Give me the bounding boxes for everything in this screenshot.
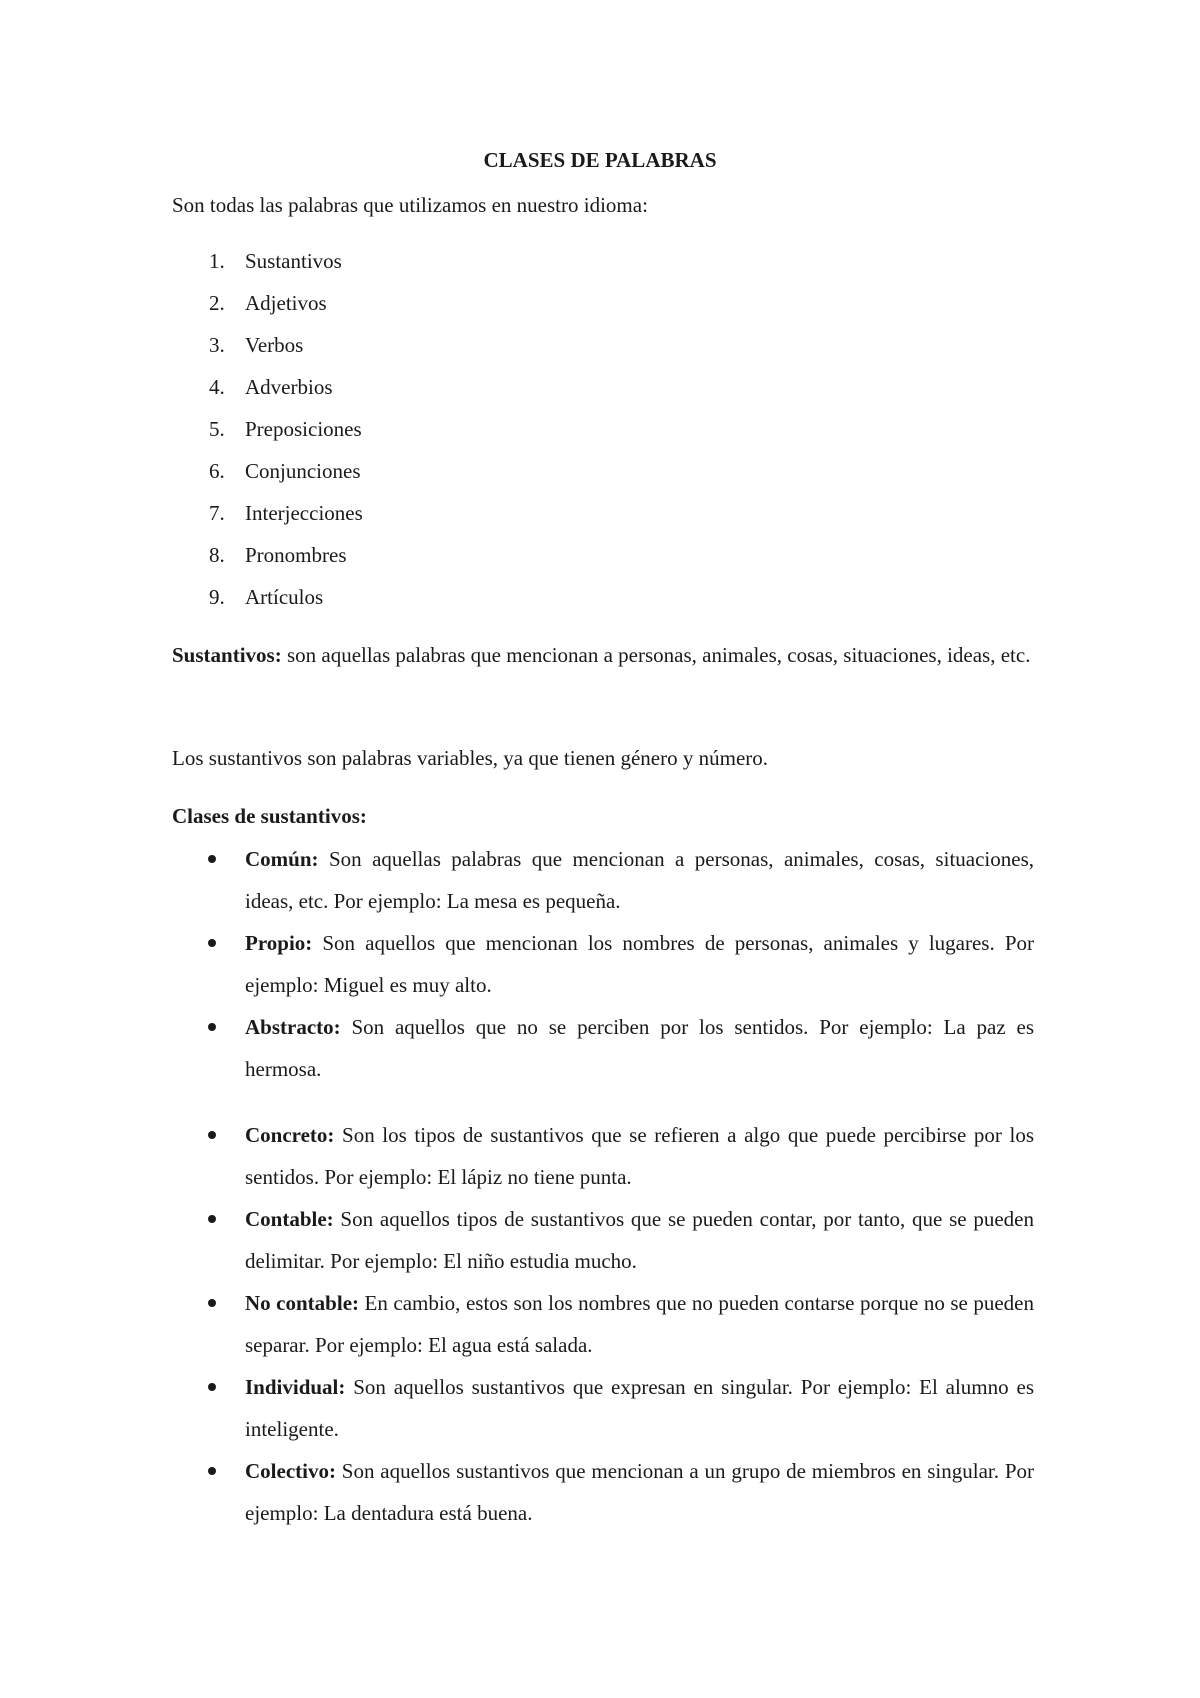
list-item xyxy=(172,1366,1034,1450)
list-item xyxy=(172,1006,1034,1090)
bullet-icon xyxy=(208,1131,216,1139)
item-term: Común: xyxy=(245,847,319,871)
bullet-icon xyxy=(208,1383,216,1391)
list-item-label: Artículos xyxy=(245,585,324,609)
list-item-label: Verbos xyxy=(245,333,304,357)
page-title: CLASES DE PALABRAS xyxy=(483,148,717,172)
item-text: Son aquellos que no se perciben por los sentidos. Por ejemplo: La paz es hermosa. xyxy=(245,1015,1034,1081)
item-term: Individual: xyxy=(245,1375,346,1399)
section-heading-text: Clases de sustantivos: xyxy=(172,804,367,828)
item-text: Son aquellos sustantivos que expresan en singular. Por ejemplo: El alumno es inteligente. xyxy=(245,1375,1034,1441)
bullet-icon xyxy=(208,939,216,947)
intro-paragraph: Son todas las palabras que utilizamos en nuestro idioma: xyxy=(172,193,648,217)
sustantivos-variables-paragraph: Los sustantivos son palabras variables, ya que tienen género y número. xyxy=(172,746,769,770)
bullet-icon xyxy=(208,1299,216,1307)
list-item xyxy=(172,366,363,408)
list-item xyxy=(172,240,363,282)
list-item-label: Preposiciones xyxy=(245,417,362,441)
item-text: Son aquellos sustantivos que mencionan a un grupo de miembros en singular. Por ejemplo: La dentadura está buena. xyxy=(245,1459,1034,1525)
list-item xyxy=(172,922,1034,1006)
bullet-icon xyxy=(208,1215,216,1223)
list-number: 7. xyxy=(209,501,225,525)
list-item xyxy=(172,1450,1034,1534)
list-item xyxy=(172,838,1034,922)
item-text: Son aquellos que mencionan los nombres de personas, animales y lugares. Por ejemplo: Miguel es muy alto. xyxy=(245,931,1034,997)
list-item xyxy=(172,1282,1034,1366)
item-term: No contable: xyxy=(245,1291,360,1315)
list-item-label: Adverbios xyxy=(245,375,333,399)
noun-types-list xyxy=(172,838,1034,1090)
list-item xyxy=(172,282,363,324)
definition-term: Sustantivos: xyxy=(172,643,282,667)
list-item xyxy=(172,324,363,366)
list-item-label: Pronombres xyxy=(245,543,347,567)
definition-text: son aquellas palabras que mencionan a personas, animales, cosas, situaciones, ideas, etc. xyxy=(281,643,1031,667)
item-term: Concreto: xyxy=(245,1123,335,1147)
item-text: Son los tipos de sustantivos que se refieren a algo que puede percibirse por los sentidos. Por ejemplo: El lápiz no tiene punta. xyxy=(245,1123,1034,1189)
list-number: 4. xyxy=(209,375,225,399)
list-item-label: Adjetivos xyxy=(245,291,327,315)
list-number: 2. xyxy=(209,291,225,315)
list-number: 3. xyxy=(209,333,225,357)
sustantivos-definition xyxy=(172,634,1034,676)
item-term: Propio: xyxy=(245,931,313,955)
bullet-icon xyxy=(208,855,216,863)
list-item xyxy=(172,1114,1034,1198)
item-text: Son aquellas palabras que mencionan a personas, animales, cosas, situaciones, ideas, etc. Por ejemplo: La mesa es pequeña. xyxy=(245,847,1034,913)
list-item-label: Conjunciones xyxy=(245,459,361,483)
item-term: Abstracto: xyxy=(245,1015,341,1039)
noun-types-list-continued xyxy=(172,1114,1034,1534)
bullet-icon xyxy=(208,1023,216,1031)
list-item xyxy=(172,534,363,576)
list-number: 6. xyxy=(209,459,225,483)
item-term: Colectivo: xyxy=(245,1459,336,1483)
item-text: En cambio, estos son los nombres que no pueden contarse porque no se pueden separar. Por ejemplo: El agua está salada. xyxy=(245,1291,1034,1357)
list-number: 1. xyxy=(209,249,225,273)
section-heading xyxy=(172,795,1034,837)
list-item xyxy=(172,450,363,492)
list-item xyxy=(172,576,363,618)
list-item-label: Sustantivos xyxy=(245,249,342,273)
item-term: Contable: xyxy=(245,1207,334,1231)
list-number: 9. xyxy=(209,585,225,609)
list-item xyxy=(172,1198,1034,1282)
list-number: 5. xyxy=(209,417,225,441)
list-item xyxy=(172,408,363,450)
word-classes-list xyxy=(172,240,363,618)
list-number: 8. xyxy=(209,543,225,567)
list-item xyxy=(172,492,363,534)
list-item-label: Interjecciones xyxy=(245,501,363,525)
item-text: Son aquellos tipos de sustantivos que se pueden contar, por tanto, que se pueden delimitar. Por ejemplo: El niño estudia mucho. xyxy=(245,1207,1034,1273)
bullet-icon xyxy=(208,1467,216,1475)
